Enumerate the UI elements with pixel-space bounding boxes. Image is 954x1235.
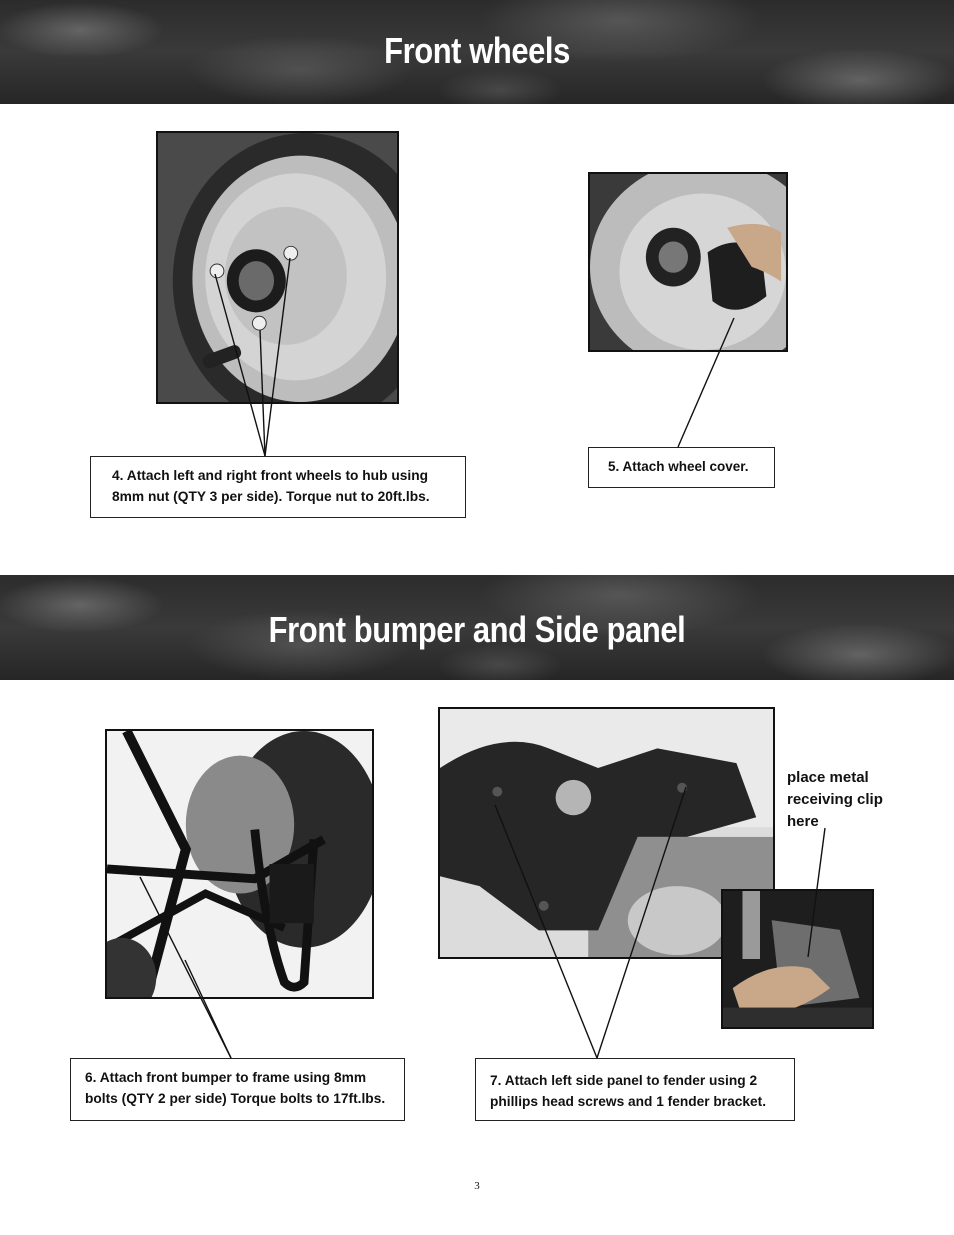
clip-placement-note [787,767,907,833]
step-5-callout [588,447,775,488]
page-number: 3 [474,1180,480,1192]
section-title-bumper-side-panel: Front bumper and Side panel [268,609,686,650]
photo-clip-detail [721,889,874,1029]
step-5-line-1: 5. Attach wheel cover. [608,458,749,474]
step-4-callout [90,456,466,518]
step-7-callout [475,1058,795,1121]
section-title-front-wheels: Front wheels [384,30,570,71]
photo-front-bumper [105,729,374,999]
step-6-line-1: 6. Attach front bumper to frame using 8mm [85,1069,367,1085]
section-banner-bumper-side-panel [0,575,954,680]
step-4-line-2: 8mm nut (QTY 3 per side). Torque nut to 20ft.lbs. [112,488,430,504]
clip-note-line-3: here [787,813,819,830]
section-banner-front-wheels [0,0,954,104]
clip-note-line-2: receiving clip [787,791,883,808]
step-7-line-2: phillips head screws and 1 fender bracket. [490,1093,767,1109]
step-7-line-1: 7. Attach left side panel to fender using 2 [490,1072,758,1088]
step-4-line-1: 4. Attach left and right front wheels to hub using [112,467,429,483]
photo-wheel-hub [156,131,399,404]
step-6-line-2: bolts (QTY 2 per side) Torque bolts to 17ft.lbs. [85,1090,386,1106]
step-6-callout [70,1058,405,1121]
clip-note-line-1: place metal [787,769,869,786]
photo-wheel-cover [588,172,788,352]
